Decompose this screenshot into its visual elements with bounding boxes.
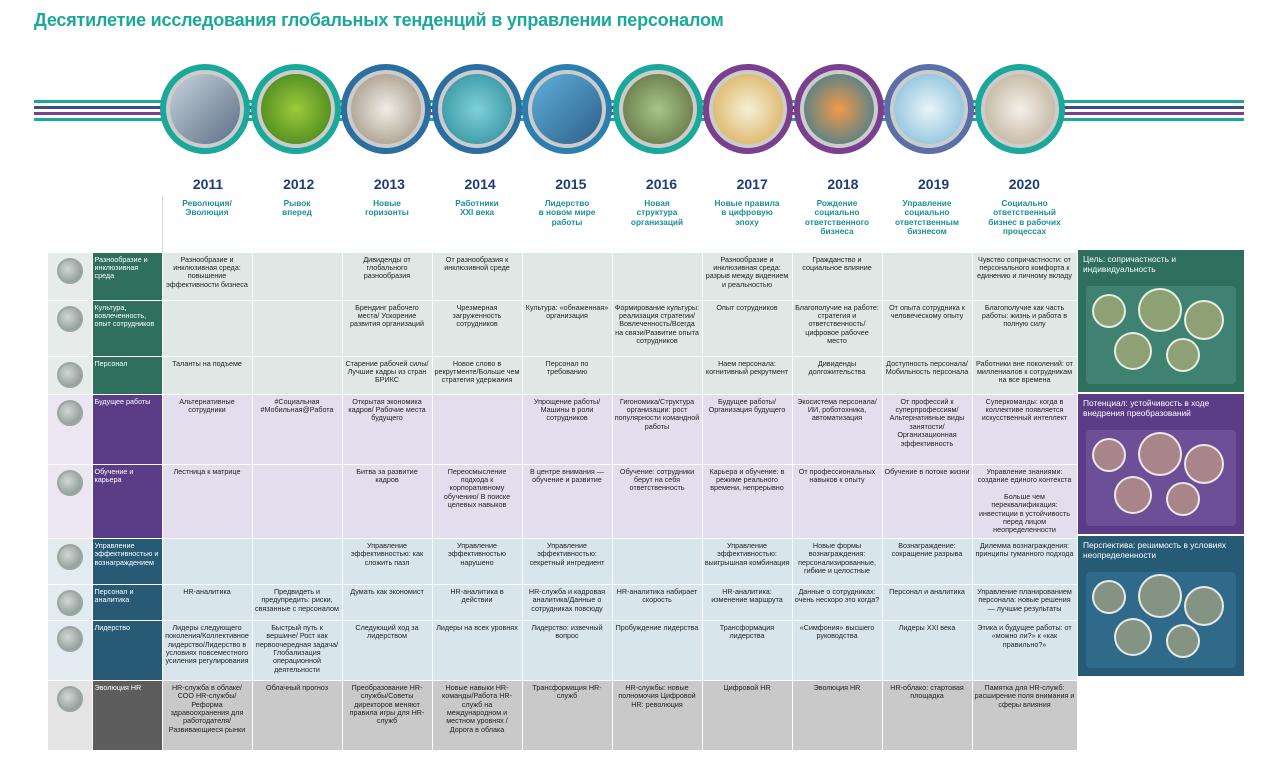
table-cell: Лидеры следующего поколения/Коллективное лидерство/Лидерство в условиях повсеместного усиления регулирования xyxy=(162,620,252,680)
table-cell: Управление планированием персонала: новые решения — лучшие результаты xyxy=(972,584,1077,620)
table-cell: Этика и будущее работы: от «можно ли?» к «как правильно?» xyxy=(972,620,1077,680)
people-network-icon xyxy=(884,64,974,154)
table-cell xyxy=(252,356,342,394)
table-cell: Быстрый путь к вершине/ Рост как первоочередная задача/Глобализация операционной деятельности xyxy=(252,620,342,680)
head-profile-icon xyxy=(432,64,522,154)
table-cell xyxy=(162,538,252,584)
table-cell: HR-служба в облаке/ COO HR-службы/Реформа здравоохранения для работодателя/ Развивающиеся рынки xyxy=(162,680,252,750)
side-panel xyxy=(1078,250,1244,392)
row-label: Культура, вовлеченность, опыт сотрудников xyxy=(92,300,162,356)
table-cell: Суперкоманды: когда в коллективе появляется искусственный интеллект xyxy=(972,394,1077,464)
table-cell: Следующий ход за лидерством xyxy=(342,620,432,680)
table-cell xyxy=(612,252,702,300)
table-cell: HR-службы: новые полномочия Цифровой HR: революция xyxy=(612,680,702,750)
table-cell: Управление знаниями: создание единого контекста Больше чем переквалификация: инвестиции в устойчивость перед лицом неопределенности xyxy=(972,464,1077,538)
year-label: 2018 xyxy=(827,176,859,192)
neighborhood-icon xyxy=(613,64,703,154)
table-cell: Работники вне поколений: от миллениалов к сотрудникам на все времена xyxy=(972,356,1077,394)
table-cell: Думать как экономист xyxy=(342,584,432,620)
table-cell: Дивиденды от глобального разнообразия xyxy=(342,252,432,300)
row-label: Управление эффективностью и вознаграждением xyxy=(92,538,162,584)
table-cell: Предвидеть и предупредить: риски, связанные с персоналом xyxy=(252,584,342,620)
table-cell: Упрощение работы/ Машины в роли сотрудников xyxy=(522,394,612,464)
table-row xyxy=(48,584,1077,620)
table-cell: От разнообразия к инклюзивной среде xyxy=(432,252,522,300)
illustration xyxy=(1086,286,1236,384)
header-row xyxy=(48,196,1077,252)
table-cell: Благополучие на работе: стратегия и ответственность/ цифровое рабочее место xyxy=(792,300,882,356)
frog-icon xyxy=(251,64,341,154)
table-cell: Новые формы вознаграждения: персонализированные, гибкие и целостные xyxy=(792,538,882,584)
table-row xyxy=(48,464,1077,538)
table-cell: Таланты на подъеме xyxy=(162,356,252,394)
column-header: Новые горизонты xyxy=(342,196,432,252)
illustration-bubble xyxy=(1092,294,1126,328)
year-label: 2019 xyxy=(918,176,950,192)
illustration-bubble xyxy=(1166,482,1200,516)
column-header: Социально ответственный бизнес в рабочих процессах xyxy=(972,196,1077,252)
city-icon xyxy=(522,64,612,154)
column-header: Новые правила в цифровую эпоху xyxy=(702,196,792,252)
table-cell: Доступность персонала/ Мобильность персонала xyxy=(882,356,972,394)
illustration-bubble xyxy=(1114,618,1152,656)
table-cell: Управление эффективностью: выигрышная комбинация xyxy=(702,538,792,584)
illustration-bubble xyxy=(1184,300,1224,340)
side-panel xyxy=(1078,394,1244,534)
illustration-bubble xyxy=(1092,438,1126,472)
globe-head-icon xyxy=(794,64,884,154)
table-cell: Управление эффективностью нарушено xyxy=(432,538,522,584)
table-cell: Старение рабочей силы/ Лучшие кадры из стран БРИКС xyxy=(342,356,432,394)
table-cell: Облачный прогноз xyxy=(252,680,342,750)
table-cell xyxy=(432,394,522,464)
table-cell: Переосмысление подхода к корпоративному обучению/ В поиске целевых навыков xyxy=(432,464,522,538)
table-cell: Альтернативные сотрудники xyxy=(162,394,252,464)
future-work-icon xyxy=(57,400,83,426)
year-label: 2012 xyxy=(283,176,315,192)
table-cell: Экосистема персонала/ ИИ, роботохника, автоматизация xyxy=(792,394,882,464)
table-row xyxy=(48,356,1077,394)
table-cell xyxy=(612,538,702,584)
table-cell: От опыта сотрудника к человеческому опыту xyxy=(882,300,972,356)
illustration-bubble xyxy=(1138,288,1182,332)
table-cell: «Симфония» высшего руководства xyxy=(792,620,882,680)
column-header: Революция/ Эволюция xyxy=(162,196,252,252)
year-row xyxy=(163,176,1076,196)
side-panel-title: Потенциал: устойчивость в ходе внедрения преобразований xyxy=(1083,398,1210,418)
table-cell: Управление эффективностью: секретный ингредиент xyxy=(522,538,612,584)
table-cell: Чувство сопричастности: от персонального комфорта к единению и личному вкладу xyxy=(972,252,1077,300)
illustration-bubble xyxy=(1092,580,1126,614)
table-cell xyxy=(612,356,702,394)
table-cell: Дилемма вознаграждения: принципы гуманного подхода xyxy=(972,538,1077,584)
illustration-bubble xyxy=(1184,586,1224,626)
table-cell: Преобразование HR-службы/Советы директоров меняют правила игры для HR-служб xyxy=(342,680,432,750)
table-cell: Персонал по требованию xyxy=(522,356,612,394)
table-row xyxy=(48,620,1077,680)
illustration xyxy=(1086,572,1236,668)
table-cell xyxy=(252,538,342,584)
table-cell: HR-облако: стартовая площадка xyxy=(882,680,972,750)
table-cell: HR-служба и кадровая аналитика/Данные о сотрудниках повсюду xyxy=(522,584,612,620)
table-cell: Наем персонала: когнитивный рекрутмент xyxy=(702,356,792,394)
table-cell: Культура: «обнаженная» организация xyxy=(522,300,612,356)
table-cell xyxy=(252,464,342,538)
table-row xyxy=(48,538,1077,584)
illustration-bubble xyxy=(1114,476,1152,514)
table-cell: Эволюция HR xyxy=(792,680,882,750)
table-cell: Чрезмерная загруженность сотрудников xyxy=(432,300,522,356)
column-header: Работники XXI века xyxy=(432,196,522,252)
table-cell: От профессиональных навыков к опыту xyxy=(792,464,882,538)
table-row xyxy=(48,252,1077,300)
illustration xyxy=(1086,430,1236,526)
leadership-icon xyxy=(57,626,83,652)
column-header: Лидерство в новом мире работы xyxy=(522,196,612,252)
table-cell: Брендинг рабочего места/ Ускорение развития организаций xyxy=(342,300,432,356)
learning-icon xyxy=(57,470,83,496)
table-row xyxy=(48,680,1077,750)
illustration-bubble xyxy=(1166,624,1200,658)
table-row xyxy=(48,300,1077,356)
table-cell: HR-аналитика: изменение маршрута xyxy=(702,584,792,620)
binoculars-icon xyxy=(341,64,431,154)
table-cell: От профессий к суперпрофессиям/ Альтернативные виды занятости/ Организационная эффективность xyxy=(882,394,972,464)
table-cell: Трансформация HR-служб xyxy=(522,680,612,750)
year-label: 2016 xyxy=(645,176,678,192)
table-cell: Разнообразие и инклюзивная среда: повышение эффективности бизнеса xyxy=(162,252,252,300)
hr-evolution-icon xyxy=(57,686,83,712)
year-label: 2013 xyxy=(373,176,405,192)
table-cell: Будущее работы/ Организация будущего xyxy=(702,394,792,464)
illustration-bubble xyxy=(1138,574,1182,618)
year-circles xyxy=(160,64,1070,164)
illustration-bubble xyxy=(1114,332,1152,370)
illustration-bubble xyxy=(1166,338,1200,372)
table-cell: Благополучие как часть работы: жизнь и работа в полную силу xyxy=(972,300,1077,356)
analytics-icon xyxy=(57,590,83,616)
row-label: Разнообразие и инклюзивная среда xyxy=(92,252,162,300)
table-cell: Персонал и аналитика xyxy=(882,584,972,620)
table-cell: Гигономика/Структура организации: рост популярности командной работы xyxy=(612,394,702,464)
table-cell: HR-аналитика набирает скорость xyxy=(612,584,702,620)
table-row xyxy=(48,394,1077,464)
culture-icon xyxy=(57,306,83,332)
table-cell: Гражданство и социальное влияние xyxy=(792,252,882,300)
row-label: Обучение и карьера xyxy=(92,464,162,538)
row-label: Персонал и аналитика xyxy=(92,584,162,620)
table-cell: Новые навыки HR-команды/Работа HR-служб на международном и местном уровнях / Дорога в облака xyxy=(432,680,522,750)
table-cell: Лидеры XXI века xyxy=(882,620,972,680)
illustration-bubble xyxy=(1184,444,1224,484)
table-cell xyxy=(162,300,252,356)
row-label: Эволюция HR xyxy=(92,680,162,750)
table-cell xyxy=(882,252,972,300)
table-cell: Данные о сотрудниках: очень нескоро это когда? xyxy=(792,584,882,620)
row-label: Лидерство xyxy=(92,620,162,680)
year-label: 2020 xyxy=(1008,176,1040,192)
table-cell: Пробуждение лидерства xyxy=(612,620,702,680)
column-header: Новая структура организаций xyxy=(612,196,702,252)
table-cell: Памятка для HR-служб: расширение поля внимания и сферы влияния xyxy=(972,680,1077,750)
trends-table xyxy=(48,196,1078,751)
table-cell: Обучение: сотрудники берут на себя ответственность xyxy=(612,464,702,538)
performance-icon xyxy=(57,544,83,570)
table-cell: Формирование культуры: реализация стратегии/ Вовлеченность/Всегда на связи/Развитие опыта сотрудников xyxy=(612,300,702,356)
column-header: Рывок вперед xyxy=(252,196,342,252)
table-cell xyxy=(252,252,342,300)
table-cell xyxy=(252,300,342,356)
table-cell: Карьера и обучение: в режиме реального времени, непрерывно xyxy=(702,464,792,538)
table-cell: Управление эффективностью: как сложить пазл xyxy=(342,538,432,584)
table-cell: Новое слово в рекрутменте/Больше чем стратегия удержания xyxy=(432,356,522,394)
table-cell: HR-аналитика xyxy=(162,584,252,620)
side-panel-title: Перспектива: решимость в условиях неопределенности xyxy=(1083,540,1227,560)
table-cell: Открытая экономика кадров/ Рабочие места будущего xyxy=(342,394,432,464)
row-label: Будущее работы xyxy=(92,394,162,464)
illustration-bubble xyxy=(1138,432,1182,476)
table-cell: HR-аналитика в действии xyxy=(432,584,522,620)
table-cell: Вознаграждение: сокращение разрыва xyxy=(882,538,972,584)
table-cell: Лестница к матрице xyxy=(162,464,252,538)
personnel-icon xyxy=(57,362,83,388)
table-cell: Опыт сотрудников xyxy=(702,300,792,356)
table-cell: Битва за развитие кадров xyxy=(342,464,432,538)
crowd-icon xyxy=(975,64,1065,154)
clock-icon xyxy=(703,64,793,154)
table-cell: Трансформация лидерства xyxy=(702,620,792,680)
table-cell: Дивиденды долгожительства xyxy=(792,356,882,394)
table-cell: Лидеры на всех уровнях xyxy=(432,620,522,680)
year-label: 2017 xyxy=(736,176,768,192)
table-cell: Обучение в потоке жизни xyxy=(882,464,972,538)
side-panel-title: Цель: сопричастность и индивидуальность xyxy=(1083,254,1177,274)
table-cell xyxy=(522,252,612,300)
table-cell: #Социальная #Мобильная@Работа xyxy=(252,394,342,464)
globe-people-icon xyxy=(57,258,83,284)
column-header: Рождение социально ответственного бизнеса xyxy=(792,196,882,252)
year-label: 2015 xyxy=(555,176,587,192)
table-cell: В центре внимания — обучение и развитие xyxy=(522,464,612,538)
side-panel xyxy=(1078,536,1244,676)
year-label: 2014 xyxy=(464,176,496,192)
row-label: Персонал xyxy=(92,356,162,394)
building-icon xyxy=(160,64,250,154)
year-label: 2011 xyxy=(192,176,224,192)
table-cell: Лидерство: извечный вопрос xyxy=(522,620,612,680)
page-title: Десятилетие исследования глобальных тенденций в управлении персоналом xyxy=(34,10,724,30)
column-header: Управление социально ответственным бизнесом xyxy=(882,196,972,252)
table-cell: Цифровой HR xyxy=(702,680,792,750)
table-cell: Разнообразие и инклюзивная среда: разрыв между видением и реальностью xyxy=(702,252,792,300)
